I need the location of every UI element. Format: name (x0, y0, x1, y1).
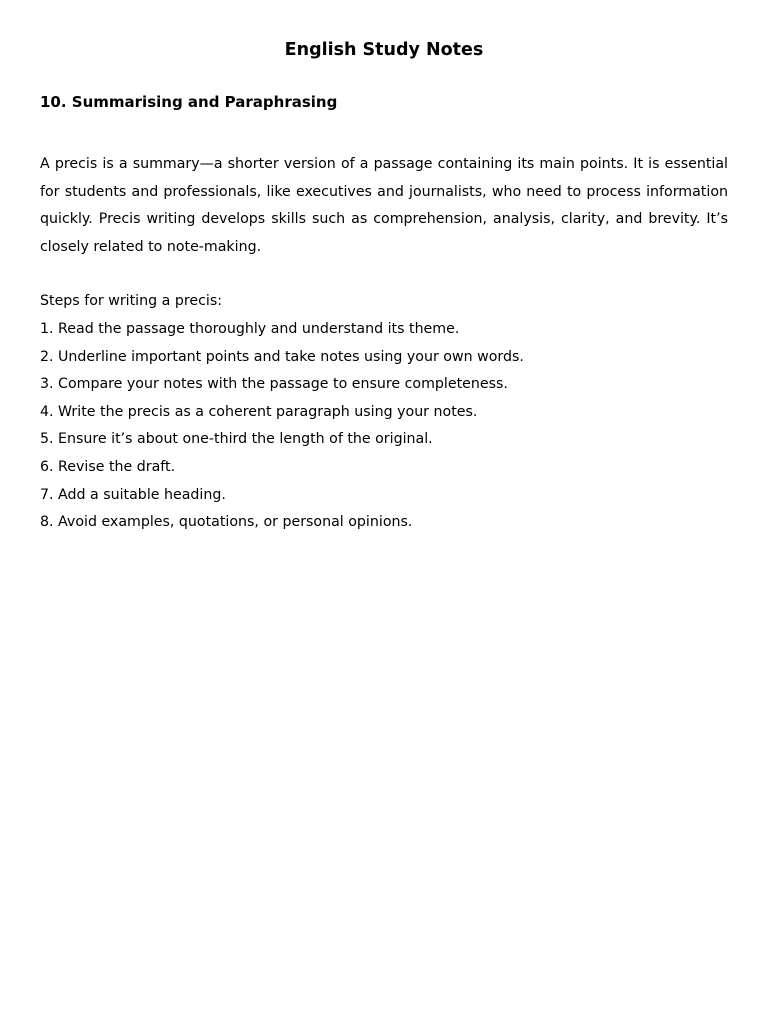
list-item: 6. Revise the draft. (40, 458, 176, 475)
list-item: 1. Read the passage thoroughly and understand its theme. (40, 320, 460, 337)
list-item: 7. Add a suitable heading. (40, 486, 226, 503)
steps-list (40, 316, 728, 537)
list-item: 2. Underline important points and take notes using your own words. (40, 348, 524, 365)
section-heading: 10. Summarising and Paraphrasing (40, 93, 338, 111)
list-item: 5. Ensure it’s about one-third the length of the original. (40, 431, 433, 448)
list-item: 3. Compare your notes with the passage to ensure completeness. (40, 376, 508, 393)
document-title: English Study Notes (284, 40, 484, 60)
list-item: 4. Write the precis as a coherent paragraph using your notes. (40, 403, 478, 420)
steps-intro: Steps for writing a precis: (40, 293, 222, 310)
list-item: 8. Avoid examples, quotations, or personal opinions. (40, 514, 413, 531)
intro-paragraph: A precis is a summary—a shorter version of a passage containing its main points. It is essential for students and professionals, like executives and journalists, who need to process information quickly. Precis writing develops skills such as comprehension, analysis, clarity, and brevity. It’s closely related to note-making. (40, 156, 728, 255)
